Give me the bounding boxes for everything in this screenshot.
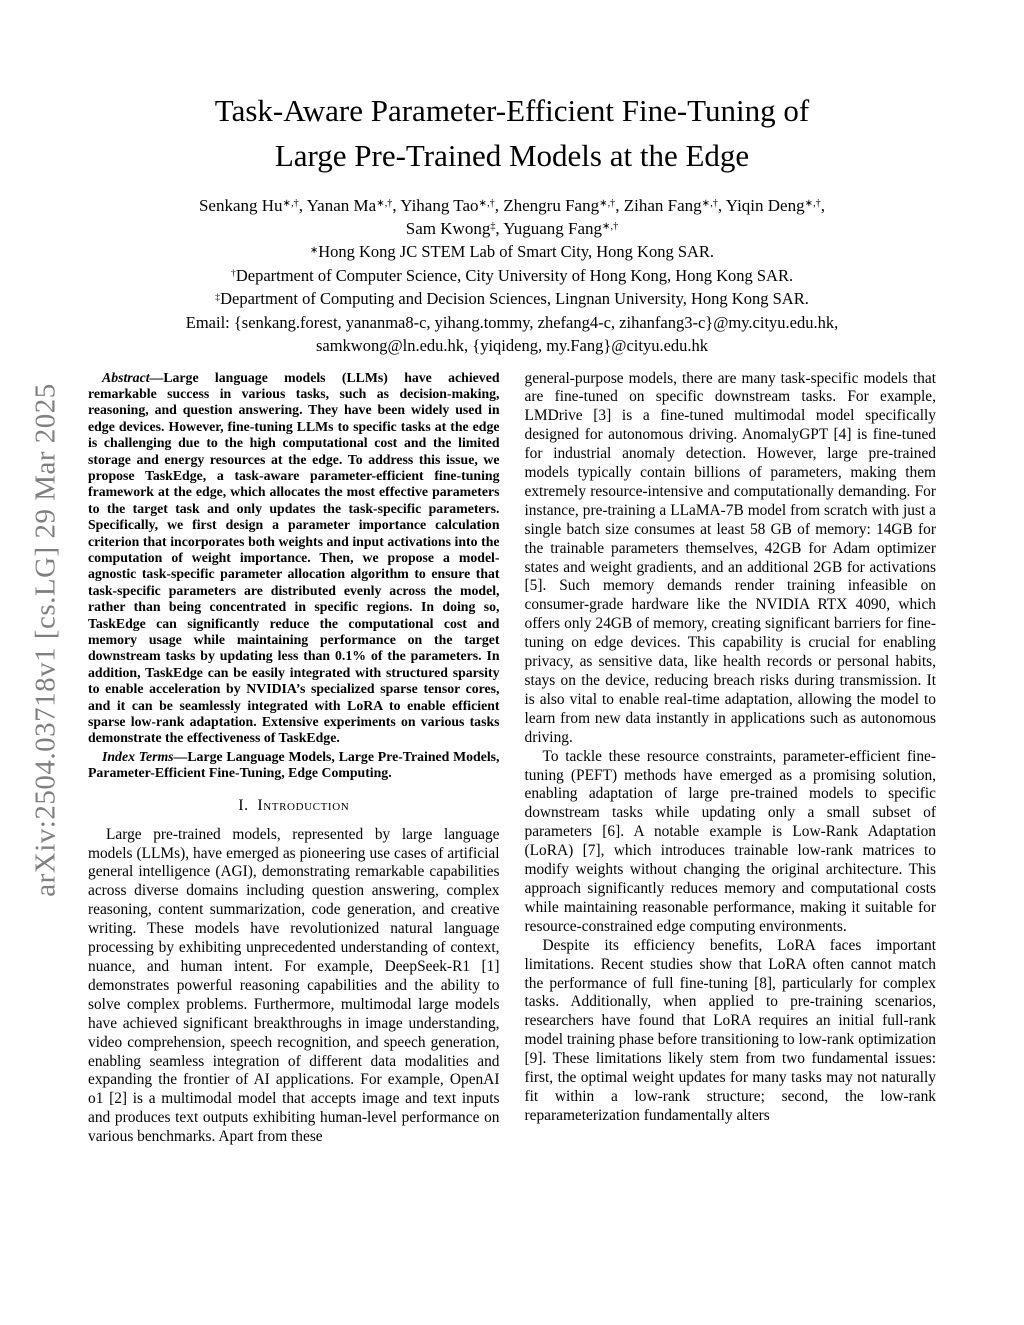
author-line-2 <box>88 217 936 240</box>
intro-paragraph-2: To tackle these resource constraints, parameter-efficient fine-tuning (PEFT) methods have emerged as a promising solution, enabling adaptation of large pre-trained models to specific downstream tasks while updating only a small subset of parameters [6]. A notable example is Low-Rank Adaptation (LoRA) [7], which introduces trainable low-rank matrices to modify weights without changing the original architecture. This approach significantly reduces memory and computational costs while maintaining reasonable performance, making it suitable for resource-constrained edge computing environments. <box>524 747 936 935</box>
affiliation-marker: ‡ <box>215 291 221 303</box>
author-affiliation-marker: ‡ <box>490 221 496 233</box>
abstract-paragraph <box>88 370 500 747</box>
author: Zihan Fang∗,†, <box>623 196 726 215</box>
affiliation-line: ∗Hong Kong JC STEM Lab of Smart City, Hong Kong SAR. <box>309 242 715 261</box>
email-block <box>88 311 936 358</box>
author-affiliation-marker: ∗,† <box>478 198 495 210</box>
author-affiliation-marker: ∗,† <box>602 221 619 233</box>
author: Zhengru Fang∗,†, <box>503 196 624 215</box>
author-affiliation-marker: ∗,† <box>282 198 299 210</box>
author-list <box>88 194 936 240</box>
index-terms-text: —Large Language Models, Large Pre-Trained Models, Parameter-Efficient Fine-Tuning, Edge Computing. <box>88 748 500 781</box>
paper-title <box>88 88 936 178</box>
index-terms-label: Index Terms <box>102 748 174 764</box>
author: Yihang Tao∗,†, <box>400 196 504 215</box>
author-affiliation-marker: ∗,† <box>599 198 616 210</box>
email-line-1: Email: {senkang.forest, yananma8-c, yihang.tommy, zhefang4-c, zihanfang3-c}@my.cityu.edu.hk, <box>185 312 839 332</box>
index-terms-paragraph <box>88 749 500 782</box>
two-column-body <box>88 370 936 1148</box>
arxiv-watermark: arXiv:2504.03718v1 [cs.LG] 29 Mar 2025 <box>29 383 62 897</box>
email-line-2: samkwong@ln.edu.hk, {yiqideng, my.Fang}@cityu.edu.hk <box>315 336 709 355</box>
abstract-label: Abstract <box>102 369 150 385</box>
left-column <box>88 370 500 1148</box>
author: Yiqin Deng∗,†, <box>725 196 826 215</box>
affiliation-line: ‡Department of Computing and Decision Sciences, Lingnan University, Hong Kong SAR. <box>215 289 809 308</box>
affiliation-marker: † <box>230 268 236 280</box>
right-column <box>525 370 937 1148</box>
intro-paragraph-1-continued: general-purpose models, there are many task-specific models that are fine-tuned on specific downstream tasks. For example, LMDrive [3] is a fine-tuned multimodal model specifically designed for autonomous driving. AnomalyGPT [4] is fine-tuned for industrial anomaly detection. However, large pre-trained models typically contain billions of parameters, making them extremely resource-intensive and computationally demanding. For instance, pre-training a LLaMA-7B model from scratch with just a single batch size consumes at least 58 GB of memory: 14GB for the trainable parameters themselves, 42GB for Adam optimizer states and weight gradients, and an additional 2GB for activations [5]. Such memory demands render training infeasible on consumer-grade hardware like the NVIDIA RTX 4090, which offers only 24GB of memory, creating significant barriers for fine-tuning on edge devices. This capability is crucial for enabling privacy, as sensitive data, like health records or personal habits, stays on the device, reducing breach risks during transmission. It is also vital to enable real-time adaptation, allowing the model to learn from new data instantly in applications such as autonomous driving. <box>524 369 936 746</box>
author: Senkang Hu∗,†, <box>198 196 307 215</box>
intro-paragraph-3: Despite its efficiency benefits, LoRA faces important limitations. Recent studies show that LoRA often cannot match the performance of full fine-tuning [8], particularly for complex tasks. Additionally, when applied to pre-training scenarios, researchers have found that LoRA requires an initial full-rank model training phase before transitioning to low-rank optimization [9]. These limitations likely stem from two fundamental issues: first, the optimal weight updates for many tasks may not naturally fit within a low-rank structure; second, the low-rank reparameterization fundamentally alters <box>524 936 936 1124</box>
abstract-text: —Large language models (LLMs) have achieved remarkable success in various tasks, such as decision-making, reasoning, and question answering. They have been widely used in edge devices. However, fine-tuning LLMs to specific tasks at the edge is challenging due to the high computational cost and the limited storage and energy resources at the edge. To address this issue, we propose TaskEdge, a task-aware parameter-efficient fine-tuning framework at the edge, which allocates the most effective parameters to the target task and only updates the task-specific parameters. Specifically, we first design a parameter importance calculation criterion that incorporates both weights and input activations into the computation of weight importance. Then, we propose a model-agnostic task-specific parameter allocation algorithm to ensure that task-specific parameters are distributed evenly across the model, rather than being concentrated in specific regions. In doing so, TaskEdge can significantly reduce the computational cost and memory usage while maintaining performance on the target downstream tasks by updating less than 0.1% of the parameters. In addition, TaskEdge can be easily integrated with structured sparsity to enable acceleration by NVIDIA’s specialized sparse tensor cores, and it can be seamlessly integrated with LoRA to enable efficient sparse low-rank adaptation. Extensive experiments on various tasks demonstrate the effectiveness of TaskEdge. <box>88 369 500 746</box>
affiliations <box>88 240 936 311</box>
author: Sam Kwong‡, <box>405 219 504 238</box>
author-line-1 <box>88 194 936 217</box>
section-heading-introduction: I. Introduction <box>238 796 350 814</box>
affiliation-line: †Department of Computer Science, City University of Hong Kong, Hong Kong SAR. <box>230 265 794 285</box>
author-affiliation-marker: ∗,† <box>804 198 821 210</box>
author: Yuguang Fang∗,† <box>503 219 619 238</box>
author: Yanan Ma∗,†, <box>306 196 401 215</box>
author-affiliation-marker: ∗,† <box>701 198 718 210</box>
affiliation-marker: ∗ <box>309 244 319 256</box>
paper-title-line-2: Large Pre-Trained Models at the Edge <box>274 138 750 173</box>
author-affiliation-marker: ∗,† <box>376 198 393 210</box>
intro-paragraph-1: Large pre-trained models, represented by large language models (LLMs), have emerged as pioneering use cases of artificial general intelligence (AGI), demonstrating remarkable capabilities across diverse domains including question answering, complex reasoning, content summarization, code generation, and creative writing. These models have revolutionized natural language processing by exhibiting unprecedented understanding of context, nuance, and human intent. For example, DeepSeek-R1 [1] demonstrates powerful reasoning capabilities and the ability to solve complex problems. Furthermore, multimodal large models have achieved significant breakthroughs in image understanding, video comprehension, speech recognition, and speech generation, enabling seamless integration of different data modalities and expanding the frontier of AI applications. For example, OpenAI o1 [2] is a multimodal model that accepts image and text inputs and produces text outputs exhibiting human-level performance on various benchmarks. Apart from these <box>88 825 500 1146</box>
paper-title-line-1: Task-Aware Parameter-Efficient Fine-Tuning of <box>214 93 810 128</box>
